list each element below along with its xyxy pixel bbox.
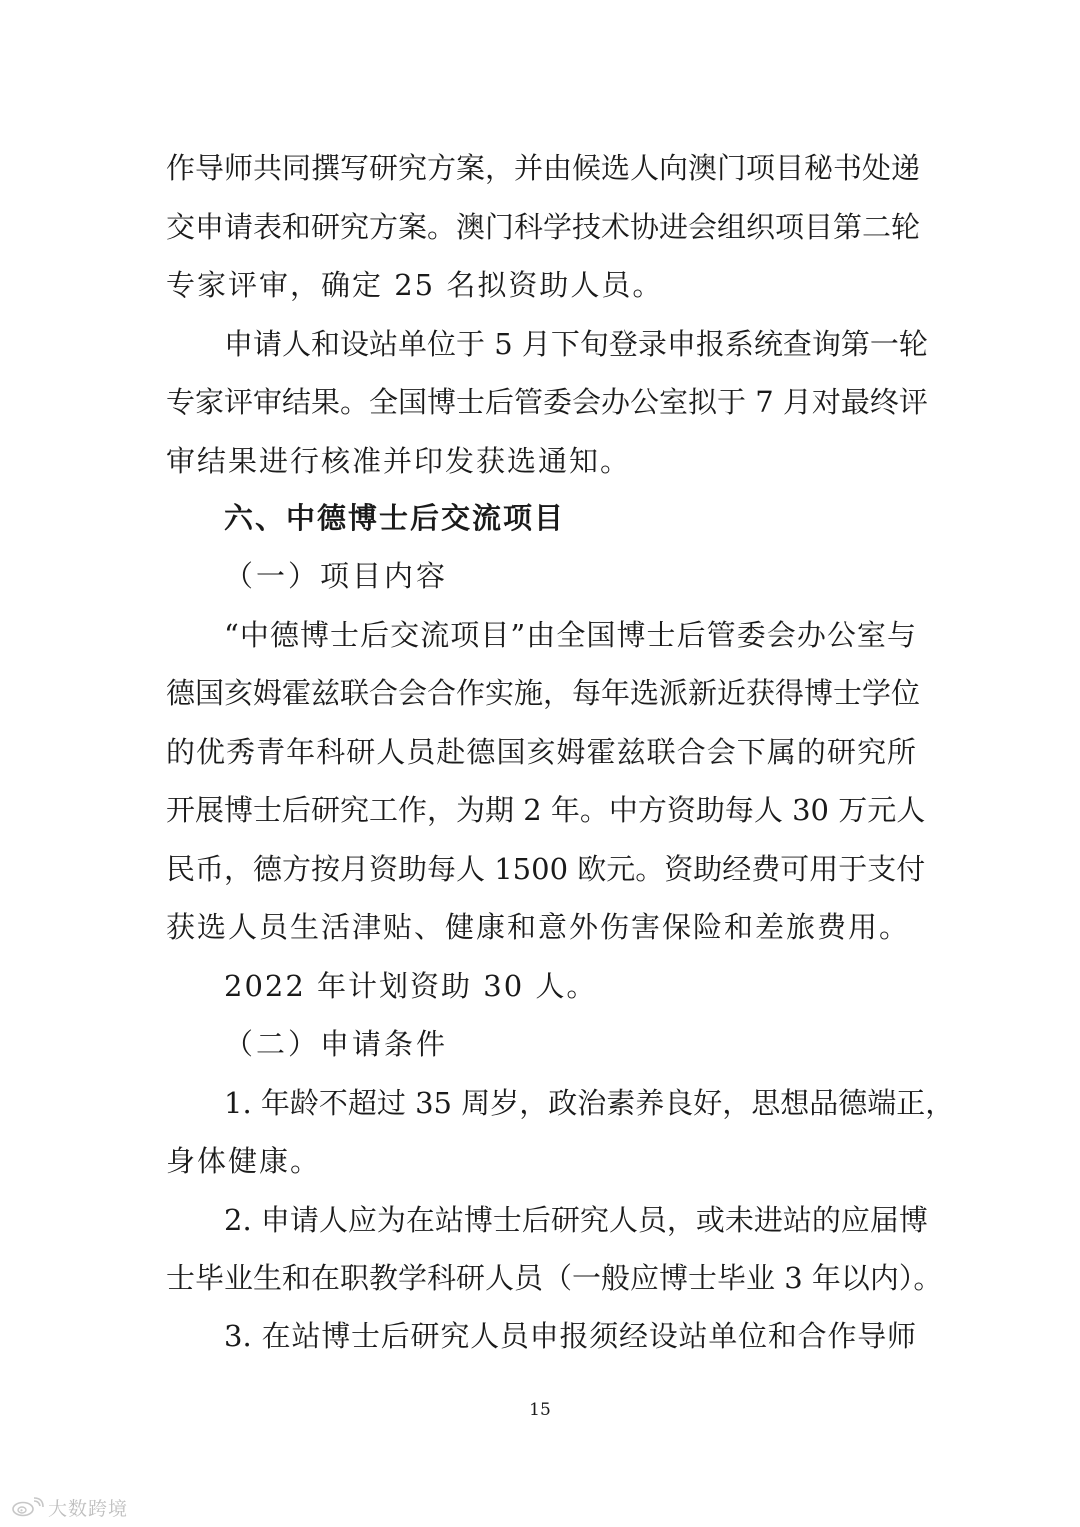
body-text-line: 3. 在站博士后研究人员申报须经设站单位和合作导师 bbox=[224, 1319, 916, 1353]
body-text-line: 1. 年龄不超过 35 周岁，政治素养良好，思想品德端正， bbox=[224, 1086, 955, 1120]
body-text-line: 交申请表和研究方案。澳门科学技术协进会组织项目第二轮 bbox=[166, 210, 921, 244]
weibo-logo-icon bbox=[10, 1497, 44, 1517]
section-heading: 六、中德博士后交流项目 bbox=[224, 501, 566, 535]
body-text-line: 德国亥姆霍兹联合会合作实施，每年选派新近获得博士学位 bbox=[166, 676, 921, 710]
page-number: 15 bbox=[529, 1400, 551, 1420]
body-text-line: 审结果进行核准并印发获选通知。 bbox=[166, 444, 632, 478]
body-text-line: 2022 年计划资助 30 人。 bbox=[224, 969, 598, 1003]
body-text-line: 2. 申请人应为在站博士后研究人员，或未进站的应届博 bbox=[224, 1203, 928, 1237]
subsection-heading: （一）项目内容 bbox=[224, 559, 449, 593]
body-text-line: 作导师共同撰写研究方案，并由候选人向澳门项目秘书处递 bbox=[166, 151, 921, 185]
body-text-line: 专家评审，确定 25 名拟资助人员。 bbox=[166, 268, 664, 302]
body-text-line: 开展博士后研究工作，为期 2 年。中方资助每人 30 万元人 bbox=[166, 793, 926, 827]
body-text-line: 的优秀青年科研人员赴德国亥姆霍兹联合会下属的研究所 bbox=[166, 735, 916, 769]
body-text-line: 获选人员生活津贴、健康和意外伤害保险和差旅费用。 bbox=[166, 910, 911, 944]
body-text-line: 民币，德方按月资助每人 1500 欧元。资助经费可用于支付 bbox=[166, 852, 926, 886]
subsection-heading: （二）申请条件 bbox=[224, 1027, 449, 1061]
body-text-line: 申请人和设站单位于 5 月下旬登录申报系统查询第一轮 bbox=[224, 327, 928, 361]
watermark-text: 大数跨境 bbox=[48, 1497, 129, 1520]
body-text-line: 身体健康。 bbox=[166, 1144, 322, 1178]
body-text-line: 专家评审结果。全国博士后管委会办公室拟于 7 月对最终评 bbox=[166, 385, 928, 419]
body-text-line: 士毕业生和在职教学科研人员（一般应博士毕业 3 年以内）。 bbox=[166, 1261, 943, 1295]
watermark bbox=[10, 1494, 128, 1520]
body-text-line: “中德博士后交流项目”由全国博士后管委会办公室与 bbox=[224, 618, 916, 652]
